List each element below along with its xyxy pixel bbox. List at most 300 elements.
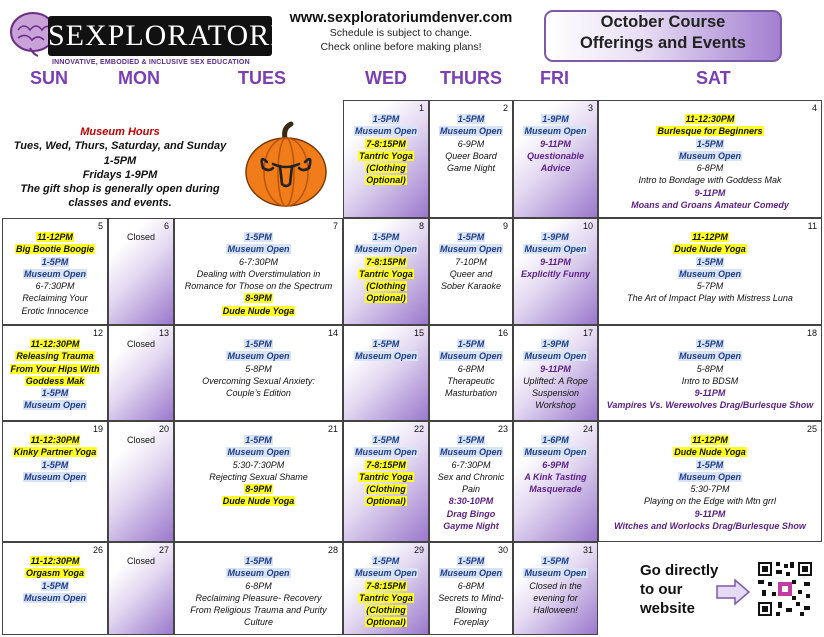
museum-hours-time: 1-5PM	[103, 154, 137, 167]
event-line	[516, 446, 595, 458]
event-line	[5, 338, 105, 350]
event-line	[516, 459, 595, 471]
event-text: (Clothing	[366, 281, 406, 292]
event-text: 8:30-10PM	[448, 496, 494, 507]
day-number: 9	[502, 221, 508, 231]
event-text: 6-8PM	[245, 580, 272, 591]
event-text: Dude Nude Yoga	[674, 244, 746, 255]
event-line	[516, 387, 595, 399]
event-line	[177, 387, 340, 399]
event-text: 1-5PM	[457, 114, 485, 124]
event-text: 1-5PM	[696, 339, 724, 349]
day-header-tues: TUES	[238, 68, 287, 88]
event-text: 11-12:30PM	[685, 114, 735, 124]
event-line	[516, 350, 595, 362]
event-line	[601, 471, 819, 483]
event-line	[5, 350, 105, 362]
event-text: 1-5PM	[542, 556, 569, 566]
event-text: Museum Open	[524, 244, 587, 255]
event-line	[346, 150, 426, 162]
event-line	[177, 292, 340, 304]
day-number: 12	[92, 328, 103, 338]
event-line	[432, 138, 510, 150]
event-text: 9-11PM	[540, 256, 571, 267]
day-cell-22	[343, 421, 429, 542]
event-text: Closed in the	[529, 580, 582, 591]
event-line	[601, 434, 819, 446]
event-line	[601, 150, 819, 162]
event-text: 11-12:30PM	[30, 556, 80, 566]
event-text: 1-5PM	[245, 556, 272, 566]
event-line	[432, 434, 510, 446]
event-text: (Clothing	[366, 163, 406, 174]
event-text: 11-12:30PM	[30, 339, 80, 349]
event-text: Releasing Trauma	[16, 351, 94, 362]
day-cell-1	[343, 100, 429, 218]
event-line	[432, 459, 510, 471]
logo	[6, 8, 332, 70]
event-line	[601, 495, 819, 507]
event-text: Secrets to Mind-	[438, 592, 504, 603]
event-text: 7-8:15PM	[366, 138, 406, 149]
event-line	[5, 446, 105, 458]
arrow-right-icon	[715, 578, 751, 606]
event-text: Closed	[126, 339, 155, 349]
event-text: Museum Open	[23, 471, 86, 482]
event-text: 11-12PM	[692, 435, 728, 445]
event-text: Museum Open	[227, 568, 290, 579]
event-text: Questionable	[526, 150, 584, 161]
day-number: 31	[582, 545, 593, 555]
event-line	[516, 363, 595, 375]
event-text: 8-9PM	[245, 293, 272, 304]
day-number: 19	[92, 424, 103, 434]
event-line	[177, 268, 340, 280]
event-line	[5, 280, 105, 292]
event-text: Museum Open	[439, 568, 502, 579]
event-line	[516, 268, 595, 280]
event-text: (Clothing	[366, 605, 406, 616]
event-line	[432, 567, 510, 579]
event-line	[601, 268, 819, 280]
event-text: 11-12PM	[692, 232, 728, 242]
event-text: 1-5PM	[457, 232, 485, 242]
event-text: 1-9PM	[542, 232, 569, 242]
day-number: 23	[497, 424, 508, 434]
event-line	[5, 375, 105, 387]
event-line	[432, 520, 510, 532]
event-line	[516, 434, 595, 446]
event-text: Therapeutic	[447, 375, 495, 386]
event-line	[5, 268, 105, 280]
event-line	[601, 399, 819, 411]
event-text: Optional)	[366, 496, 406, 507]
museum-hours-title: Museum Hours	[80, 126, 160, 138]
event-line	[346, 459, 426, 471]
website-url[interactable]: www.sexploratoriumdenver.com	[289, 10, 513, 26]
event-text: Museum Open	[439, 126, 502, 137]
event-text: From Religious Trauma and Purity	[190, 605, 327, 616]
event-text: Closed	[126, 435, 155, 445]
event-text: Optional)	[366, 175, 406, 186]
event-text: 5:30-7PM	[690, 484, 730, 495]
event-text: 1-5PM	[372, 556, 400, 566]
day-number: 28	[327, 545, 338, 555]
event-line	[111, 434, 171, 446]
event-text: Foreplay	[453, 617, 489, 628]
event-text: 1-5PM	[245, 232, 272, 242]
day-header-wed: WED	[365, 68, 407, 88]
day-number: 18	[806, 328, 817, 338]
event-line	[177, 471, 340, 483]
event-line	[177, 446, 340, 458]
event-line	[177, 280, 340, 292]
event-line	[177, 338, 340, 350]
event-text: Romance for Those on the Spectrum	[184, 281, 333, 292]
event-line	[432, 150, 510, 162]
event-text: Closed	[126, 232, 155, 242]
event-line	[5, 387, 105, 399]
event-line	[5, 231, 105, 243]
event-line	[516, 138, 595, 150]
event-text: Museum Open	[524, 126, 587, 137]
event-text: 1-5PM	[245, 435, 272, 445]
event-line	[601, 162, 819, 174]
day-cell-21	[174, 421, 343, 542]
event-line	[177, 592, 340, 604]
event-line	[516, 338, 595, 350]
day-cell-27	[108, 542, 174, 635]
event-line	[432, 375, 510, 387]
museum-hours-days: Tues, Wed, Thurs, Saturday, and Sunday	[13, 140, 227, 153]
event-line	[601, 125, 819, 137]
event-line	[177, 483, 340, 495]
event-line	[5, 305, 105, 317]
event-text: Museum Open	[23, 592, 86, 603]
day-cell-5	[2, 218, 108, 325]
day-number: 14	[327, 328, 338, 338]
event-text: 7-8:15PM	[366, 580, 406, 591]
event-line	[516, 471, 595, 483]
event-text: 6-9PM	[457, 138, 485, 149]
event-line	[346, 580, 426, 592]
day-number: 21	[327, 424, 338, 434]
event-text: 6-8PM	[457, 363, 485, 374]
event-line	[516, 125, 595, 137]
event-text: Halloween!	[533, 605, 578, 616]
event-line	[346, 604, 426, 616]
day-number: 24	[582, 424, 593, 434]
event-line	[516, 243, 595, 255]
event-text: 9-11PM	[540, 363, 571, 374]
event-text: Museum Open	[678, 471, 741, 482]
event-text: 1-5PM	[696, 138, 724, 149]
event-text: Dealing with Overstimulation in	[196, 268, 321, 279]
event-text: Witches and Worlocks Drag/Burlesque Show	[614, 521, 806, 532]
event-line	[346, 616, 426, 628]
event-text: Blowing	[455, 605, 487, 616]
event-line	[5, 399, 105, 411]
event-line	[346, 243, 426, 255]
event-line	[601, 113, 819, 125]
event-text: Museum Open	[227, 447, 290, 458]
event-line	[601, 483, 819, 495]
event-text: 6-7:30PM	[451, 459, 491, 470]
schedule-note: Schedule is subject to change.	[329, 27, 473, 39]
event-line	[346, 471, 426, 483]
day-header-fri: FRI	[540, 68, 569, 88]
event-text: Reclaiming Your	[22, 293, 88, 304]
museum-hours	[4, 125, 236, 211]
day-cell-6	[108, 218, 174, 325]
day-cell-30	[429, 542, 513, 635]
event-text: 6-9PM	[542, 459, 569, 470]
day-cell-18	[598, 325, 822, 421]
event-line	[5, 363, 105, 375]
event-line	[346, 483, 426, 495]
event-text: Dude Nude Yoga	[222, 496, 295, 507]
event-line	[432, 555, 510, 567]
event-text: 1-5PM	[372, 114, 400, 124]
event-text: Museum Open	[354, 447, 417, 458]
event-text: (Clothing	[366, 484, 406, 495]
event-line	[432, 446, 510, 458]
event-text: 6-7:30PM	[238, 256, 279, 267]
event-text: 6-8PM	[696, 163, 724, 174]
event-line	[432, 616, 510, 628]
event-text: Intro to BDSM	[681, 375, 739, 386]
event-line	[432, 243, 510, 255]
day-cell-4	[598, 100, 822, 218]
event-text: Gayme Night	[443, 521, 499, 532]
event-line	[432, 162, 510, 174]
day-number: 26	[92, 545, 103, 555]
event-line	[601, 292, 819, 304]
event-line	[432, 350, 510, 362]
event-text: Rejecting Sexual Shame	[209, 471, 308, 482]
event-line	[177, 459, 340, 471]
day-number: 16	[497, 328, 508, 338]
pumpkin-icon	[241, 120, 331, 210]
month-title-box	[544, 10, 782, 62]
event-text: Museum Open	[524, 447, 587, 458]
day-cell-25	[598, 421, 822, 542]
event-line	[432, 231, 510, 243]
day-cell-28	[174, 542, 343, 635]
event-text: 7-10PM	[455, 256, 487, 267]
event-line	[601, 446, 819, 458]
event-text: Masturbation	[444, 388, 498, 399]
event-line	[346, 113, 426, 125]
event-text: 1-5PM	[372, 232, 400, 242]
event-text: 7-8:15PM	[366, 459, 406, 470]
event-line	[516, 256, 595, 268]
day-cell-16	[429, 325, 513, 421]
event-text: Workshop	[535, 400, 576, 411]
event-text: Closed	[126, 556, 155, 566]
event-text: Museum Open	[227, 244, 290, 255]
event-text: 9-11PM	[694, 187, 726, 198]
event-line	[516, 113, 595, 125]
day-number: 15	[413, 328, 424, 338]
event-text: Museum Open	[524, 568, 587, 579]
event-line	[516, 150, 595, 162]
event-line	[5, 471, 105, 483]
logo-name: SEXPLORATORIUM	[48, 19, 332, 52]
day-number: 8	[418, 221, 424, 231]
event-text: Museum Open	[524, 351, 587, 362]
event-line	[432, 113, 510, 125]
event-line	[516, 592, 595, 604]
day-number: 10	[582, 221, 593, 231]
day-cell-3	[513, 100, 598, 218]
event-text: Vampires Vs. Werewolves Drag/Burlesque Show	[606, 400, 814, 411]
day-number: 13	[158, 328, 169, 338]
day-cell-23	[429, 421, 513, 542]
go-to-website-text	[640, 561, 718, 618]
event-text: Intro to Bondage with Goddess Mak	[638, 175, 782, 186]
event-line	[432, 592, 510, 604]
event-text: Museum Open	[678, 150, 741, 161]
event-line	[516, 604, 595, 616]
event-line	[5, 243, 105, 255]
event-text: 1-5PM	[457, 339, 485, 349]
event-text: Erotic Innocence	[21, 305, 89, 316]
event-text: The Art of Impact Play with Mistress Luna	[627, 293, 793, 304]
event-text: Museum Open	[227, 351, 290, 362]
event-text: Masquerade	[529, 484, 582, 495]
event-text: Drag Bingo	[446, 508, 496, 519]
event-text: 1-5PM	[372, 435, 400, 445]
day-number: 17	[582, 328, 593, 338]
day-cell-13	[108, 325, 174, 421]
event-line	[177, 604, 340, 616]
event-text: Pain	[461, 484, 480, 495]
qr-code-icon[interactable]	[756, 560, 814, 618]
gift-shop-note-2: classes and events.	[68, 197, 172, 210]
event-text: 1-5PM	[41, 580, 69, 591]
event-line	[601, 231, 819, 243]
event-line	[346, 125, 426, 137]
event-text: Tantric Yoga	[359, 150, 413, 161]
event-text: Reclaiming Pleasure- Recovery	[195, 592, 322, 603]
event-text: Explicitly Funny	[520, 268, 590, 279]
day-number: 22	[413, 424, 424, 434]
day-number: 11	[807, 221, 817, 231]
event-text: 7-8:15PM	[366, 256, 406, 267]
event-text: Museum Open	[354, 244, 417, 255]
event-line	[516, 375, 595, 387]
event-line	[111, 231, 171, 243]
event-text: Suspension	[531, 388, 580, 399]
event-text: Tantric Yoga	[359, 592, 413, 603]
event-line	[346, 256, 426, 268]
event-line	[432, 125, 510, 137]
event-text: Museum Open	[439, 244, 502, 255]
event-text: 1-5PM	[457, 435, 485, 445]
go-to-line3: website	[640, 600, 696, 617]
event-line	[516, 231, 595, 243]
day-cell-29	[343, 542, 429, 635]
event-line	[346, 446, 426, 458]
event-text: Museum Open	[678, 268, 741, 279]
event-text: Museum Open	[439, 447, 502, 458]
event-line	[346, 495, 426, 507]
event-line	[516, 555, 595, 567]
event-line	[346, 280, 426, 292]
day-cell-2	[429, 100, 513, 218]
event-text: 1-5PM	[41, 388, 69, 399]
museum-hours-fridays: Fridays 1-9PM	[82, 168, 158, 181]
event-line	[601, 243, 819, 255]
event-line	[601, 508, 819, 520]
event-line	[177, 580, 340, 592]
day-cell-15	[343, 325, 429, 421]
event-line	[177, 350, 340, 362]
event-text: Museum Open	[354, 126, 417, 137]
event-text: 5-8PM	[696, 363, 724, 374]
day-cell-24	[513, 421, 598, 542]
header-info	[278, 10, 524, 54]
event-text: Game Night	[446, 163, 496, 174]
go-to-line2: to our	[640, 581, 683, 598]
day-number: 29	[413, 545, 424, 555]
day-cell-10	[513, 218, 598, 325]
day-number: 4	[811, 103, 817, 113]
event-line	[177, 243, 340, 255]
event-line	[516, 580, 595, 592]
event-line	[177, 567, 340, 579]
event-line	[346, 231, 426, 243]
month-title-line2: Offerings and Events	[580, 34, 746, 52]
day-cell-14	[174, 325, 343, 421]
event-text: 1-5PM	[41, 459, 69, 470]
day-number: 7	[332, 221, 338, 231]
event-line	[346, 162, 426, 174]
event-text: Museum Open	[354, 351, 417, 362]
event-line	[516, 483, 595, 495]
event-line	[5, 256, 105, 268]
event-text: Advice	[540, 163, 571, 174]
event-line	[432, 483, 510, 495]
event-text: 1-5PM	[41, 256, 69, 267]
day-number: 2	[502, 103, 508, 113]
event-line	[346, 592, 426, 604]
event-line	[432, 604, 510, 616]
event-line	[432, 363, 510, 375]
event-line	[346, 555, 426, 567]
event-text: 11-12PM	[37, 232, 73, 242]
event-text: 8-9PM	[245, 484, 272, 495]
check-online-note: Check online before making plans!	[320, 41, 482, 53]
event-line	[111, 555, 171, 567]
day-number: 25	[806, 424, 817, 434]
event-line	[346, 338, 426, 350]
event-text: Orgasm Yoga	[25, 568, 85, 579]
event-line	[601, 187, 819, 199]
event-line	[601, 174, 819, 186]
event-text: Playing on the Edge with Mtn grrl	[643, 496, 777, 507]
day-number: 30	[497, 545, 508, 555]
event-text: 5:30-7:30PM	[232, 459, 285, 470]
event-line	[432, 508, 510, 520]
event-text: 1-6PM	[542, 435, 569, 445]
event-line	[177, 375, 340, 387]
day-number: 5	[97, 221, 103, 231]
event-text: 1-5PM	[696, 459, 724, 470]
event-line	[432, 471, 510, 483]
event-text: 1-5PM	[457, 556, 485, 566]
